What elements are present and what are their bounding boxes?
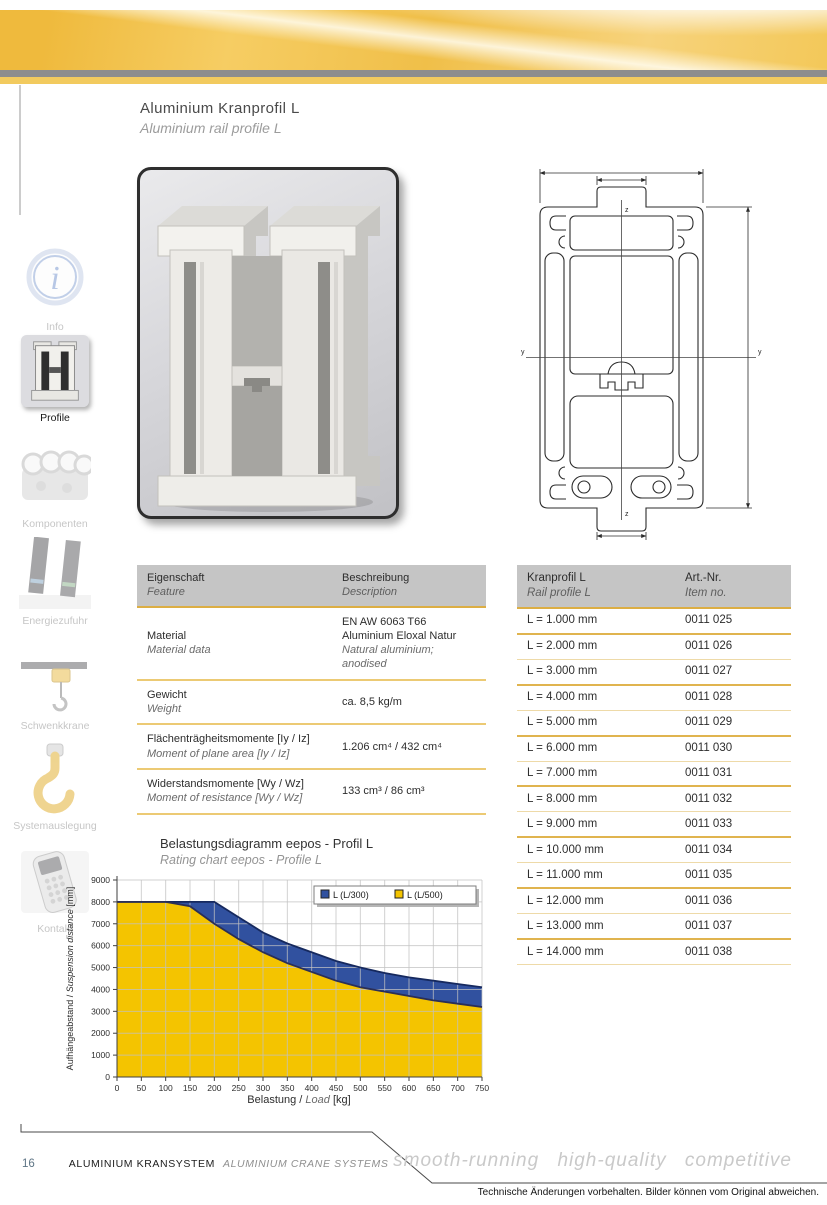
sidebar-item-systemauslegung[interactable] — [0, 742, 110, 832]
page-subtitle: Aluminium rail profile L — [140, 120, 282, 136]
footer-brand-line — [22, 1158, 388, 1170]
sidebar-item-label: Energiezufuhr — [22, 615, 88, 627]
page-title-block — [140, 100, 300, 136]
svg-text:6000: 6000 — [91, 940, 110, 951]
chart-subtitle: Rating chart eepos - Profile L — [160, 853, 322, 867]
properties-header-col1: Eigenschaft — [147, 572, 205, 584]
svg-text:7000: 7000 — [91, 918, 110, 929]
sidebar-item-label: Schwenkkrane — [20, 720, 90, 732]
footer-brand-en: ALUMINIUM CRANE SYSTEMS — [222, 1158, 389, 1170]
profile-cross-section-drawing — [520, 158, 810, 543]
part-art-no: 0011 037 — [685, 919, 733, 932]
properties-table — [137, 565, 486, 815]
parts-row — [517, 914, 791, 940]
part-length: L = 9.000 mm — [527, 817, 598, 830]
part-length: L = 10.000 mm — [527, 843, 604, 856]
parts-row — [517, 762, 791, 788]
sidebar-item-label: Komponenten — [22, 518, 88, 530]
part-length: L = 13.000 mm — [527, 919, 604, 932]
product-photo — [137, 167, 399, 519]
property-row: Material Material data EN AW 6063 T66 Aluminium Eloxal Natur Natural aluminium; anodised — [137, 608, 486, 681]
aluminium-profile-photo — [140, 170, 396, 516]
svg-text:450: 450 — [328, 1083, 344, 1093]
header-gold-strip — [0, 77, 827, 84]
svg-text:350: 350 — [280, 1083, 295, 1093]
parts-header-col1: Kranprofil L — [527, 572, 586, 584]
parts-row — [517, 787, 791, 812]
sidebar-item-label: Profile — [40, 412, 70, 424]
property-row: Widerstandsmomente [Wy / Wz] Moment of resistance [Wy / Wz] 133 cm³ / 86 cm³ — [137, 770, 486, 815]
footer-slogan: smooth-running high-quality competitive — [393, 1150, 792, 1171]
svg-text:3000: 3000 — [91, 1006, 110, 1017]
part-art-no: 0011 036 — [685, 894, 733, 907]
page-number: 16 — [22, 1158, 35, 1170]
axis-label-y-right: y — [758, 349, 762, 356]
parts-table-header — [517, 565, 791, 609]
part-length: L = 7.000 mm — [527, 767, 598, 779]
properties-header-col2: Beschreibung — [342, 572, 410, 584]
part-length: L = 3.000 mm — [527, 665, 598, 678]
parts-row — [517, 635, 791, 660]
part-art-no: 0011 027 — [685, 665, 733, 678]
parts-row — [517, 838, 791, 863]
chart-title-block — [160, 836, 373, 867]
svg-text:600: 600 — [401, 1083, 417, 1093]
chart-title: Belastungsdiagramm eepos - Profil L — [160, 836, 374, 851]
part-art-no: 0011 033 — [685, 817, 733, 830]
parts-header-col2: Art.-Nr. — [685, 572, 722, 584]
legend-swatch-1 — [395, 890, 403, 898]
properties-header-col1-en: Feature — [147, 586, 185, 599]
part-art-no: 0011 038 — [685, 945, 733, 958]
header-yellow-band — [0, 10, 827, 70]
footer-brand: ALUMINIUM KRANSYSTEM — [68, 1158, 215, 1170]
part-length: L = 2.000 mm — [527, 640, 598, 653]
part-art-no: 0011 026 — [685, 640, 733, 653]
header-gray-bar — [0, 70, 827, 77]
sidebar-item-info[interactable] — [0, 243, 110, 333]
part-length: L = 6.000 mm — [527, 742, 598, 755]
parts-table — [517, 565, 791, 965]
svg-text:0: 0 — [114, 1083, 120, 1093]
properties-table-header — [137, 565, 486, 608]
part-length: L = 5.000 mm — [527, 716, 598, 729]
energy-chain-icon — [19, 537, 91, 611]
svg-text:200: 200 — [207, 1083, 222, 1093]
parts-row — [517, 609, 791, 635]
properties-header-col2-en: Description — [342, 586, 398, 599]
svg-text:700: 700 — [450, 1083, 465, 1093]
parts-row — [517, 686, 791, 711]
part-art-no: 0011 029 — [685, 716, 733, 729]
svg-text:300: 300 — [255, 1083, 271, 1093]
page-title: Aluminium Kranprofil L — [140, 100, 300, 117]
part-length: L = 8.000 mm — [527, 792, 598, 805]
svg-text:750: 750 — [474, 1083, 490, 1093]
jib-crane-icon — [19, 642, 91, 716]
svg-text:550: 550 — [377, 1083, 392, 1093]
svg-text:250: 250 — [231, 1083, 246, 1093]
svg-text:0: 0 — [105, 1072, 110, 1082]
axis-label-y-left: y — [521, 349, 525, 356]
svg-text:2000: 2000 — [91, 1028, 110, 1039]
part-length: L = 4.000 mm — [527, 691, 598, 704]
chart-legend — [314, 886, 479, 907]
parts-header-col1-en: Rail profile L — [527, 586, 591, 599]
part-length: L = 1.000 mm — [527, 614, 598, 627]
part-art-no: 0011 035 — [685, 868, 733, 881]
part-length: L = 11.000 mm — [527, 868, 603, 881]
svg-text:100: 100 — [158, 1083, 173, 1093]
part-length: L = 14.000 mm — [527, 945, 604, 958]
axis-label-z-bottom: z — [625, 511, 629, 518]
info-icon — [19, 243, 91, 317]
svg-text:i: i — [50, 260, 60, 297]
svg-text:1000: 1000 — [91, 1050, 110, 1061]
part-art-no: 0011 025 — [685, 614, 733, 627]
svg-text:9000: 9000 — [91, 875, 110, 885]
rating-chart — [62, 872, 492, 1104]
sidebar-item-label: Info — [46, 321, 64, 333]
axis-label-z-top: z — [625, 207, 629, 214]
sidebar-item-schwenkkrane[interactable] — [0, 642, 110, 732]
part-art-no: 0011 034 — [685, 843, 733, 856]
chart-y-axis-label: Aufhängeabstand / Suspension distance [mm] — [65, 886, 75, 1071]
svg-text:5000: 5000 — [91, 962, 110, 973]
chart-x-axis-label: Belastung / Load [kg] — [247, 1094, 351, 1106]
parts-row — [517, 863, 791, 889]
sidebar-item-profile[interactable] — [0, 334, 110, 424]
axis-lines — [526, 200, 756, 520]
part-art-no: 0011 028 — [685, 691, 733, 704]
part-art-no: 0011 031 — [685, 767, 733, 779]
parts-row — [517, 737, 791, 762]
property-row: Gewicht Weight ca. 8,5 kg/m — [137, 681, 486, 726]
svg-text:8000: 8000 — [91, 896, 110, 907]
part-length: L = 12.000 mm — [527, 894, 604, 907]
svg-text:50: 50 — [136, 1083, 147, 1093]
legend-label-1: L (L/500) — [407, 890, 443, 900]
parts-row — [517, 940, 791, 965]
profile-icon — [19, 334, 91, 408]
svg-text:500: 500 — [353, 1083, 368, 1093]
legend-label-0: L (L/300) — [333, 890, 369, 900]
part-art-no: 0011 030 — [685, 742, 733, 755]
svg-text:400: 400 — [304, 1083, 319, 1093]
svg-text:4000: 4000 — [91, 984, 110, 995]
legend-swatch-0 — [321, 890, 329, 898]
footer-disclaimer: Technische Änderungen vorbehalten. Bilder können vom Original abweichen. — [477, 1187, 819, 1198]
part-art-no: 0011 032 — [685, 792, 733, 805]
components-icon — [19, 440, 91, 514]
crane-hook-icon — [19, 742, 91, 816]
sidebar-item-label: Systemauslegung — [13, 820, 97, 832]
sidebar-item-label: Kontakt — [37, 923, 73, 935]
svg-text:650: 650 — [426, 1083, 441, 1093]
svg-text:150: 150 — [182, 1083, 198, 1093]
parts-header-col2-en: Item no. — [685, 586, 727, 599]
parts-row — [517, 711, 791, 737]
sidebar-item-energiezufuhr[interactable] — [0, 537, 110, 627]
parts-row — [517, 889, 791, 914]
parts-row — [517, 660, 791, 686]
sidebar-item-komponenten[interactable] — [0, 440, 110, 530]
sidebar-nav — [0, 230, 110, 960]
parts-row — [517, 812, 791, 838]
property-row: Flächenträgheitsmomente [Iy / Iz] Moment of plane area [Iy / Iz] 1.206 cm⁴ / 432 cm⁴ — [137, 725, 486, 770]
